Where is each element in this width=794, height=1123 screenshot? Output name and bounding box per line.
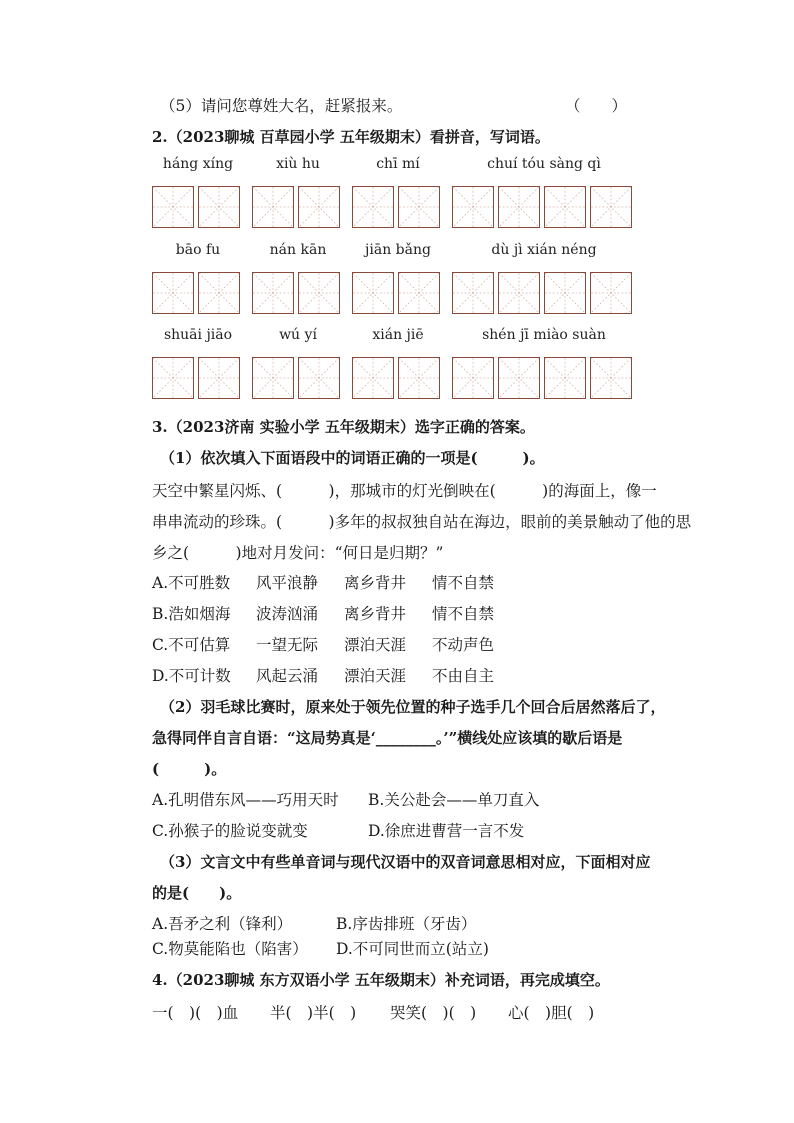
q3-sub1-option-word: 漂泊天涯 — [344, 667, 407, 685]
pinyin-label: xiù hu — [276, 156, 320, 172]
q3-sub1-option-word: 不动声色 — [432, 636, 495, 654]
writing-grid — [252, 186, 340, 228]
tianzige-cell[interactable] — [590, 357, 632, 399]
tianzige-cell[interactable] — [152, 186, 194, 228]
q3-sub2-stem-1: （2）羽毛球比赛时，原来处于领先位置的种子选手几个回合后居然落后了， — [160, 698, 666, 716]
writing-grid — [152, 186, 240, 228]
pinyin-label: chuí tóu sàng qì — [487, 156, 601, 172]
q3-sub1-option-word: 离乡背井 — [344, 574, 407, 592]
q1-item5-answer-blank[interactable]: （ ） — [565, 97, 628, 115]
q3-sub1-option-word: 风平浪静 — [256, 574, 319, 592]
q3-sub1-option-word: 情不自禁 — [432, 574, 495, 592]
q3-sub3-option-a[interactable]: A.吾矛之利（锋利） — [152, 915, 293, 933]
q3-sub1-option-label[interactable]: A.不可胜数 — [152, 574, 231, 592]
q4-title: 4.（2023聊城 东方双语小学 五年级期末）补充词语，再完成填空。 — [152, 971, 610, 989]
pinyin-label: dù jì xián néng — [491, 242, 597, 258]
tianzige-cell[interactable] — [544, 186, 586, 228]
tianzige-cell[interactable] — [298, 272, 340, 314]
q4-item-4[interactable]: 心( )胆( ) — [508, 1004, 595, 1022]
q2-title: 2.（2023聊城 百草园小学 五年级期末）看拼音，写词语。 — [152, 128, 550, 146]
writing-grid — [152, 357, 240, 399]
q4-item-1[interactable]: 一( )( )血 — [152, 1004, 239, 1022]
q3-sub1-option-word: 情不自禁 — [432, 605, 495, 623]
q3-sub3-option-c[interactable]: C.物莫能陷也（陷害） — [152, 940, 308, 958]
tianzige-cell[interactable] — [252, 357, 294, 399]
tianzige-cell[interactable] — [498, 272, 540, 314]
q1-item5: （5）请问您尊姓大名，赶紧报来。 — [160, 97, 403, 115]
pinyin-label: shén jī miào suàn — [482, 327, 606, 343]
q3-sub2-stem-2: 急得同伴自言自语：“这局势真是‘________。’”横线处应该填的歇后语是 — [152, 729, 623, 747]
pinyin-label: háng xíng — [162, 156, 234, 172]
q4-item-2[interactable]: 半( )半( ) — [270, 1004, 357, 1022]
q3-sub1-stem: （1）依次填入下面语段中的词语正确的一项是( )。 — [160, 449, 545, 467]
writing-grid — [352, 272, 440, 314]
q3-sub3-stem-2: 的是( )。 — [152, 884, 242, 902]
writing-grid — [452, 272, 632, 314]
tianzige-cell[interactable] — [498, 357, 540, 399]
tianzige-cell[interactable] — [252, 272, 294, 314]
tianzige-cell[interactable] — [544, 272, 586, 314]
q3-sub3-stem-1: （3）文言文中有些单音词与现代汉语中的双音词意思相对应，下面相对应 — [160, 853, 651, 871]
pinyin-label: shuāi jiāo — [163, 327, 233, 343]
tianzige-cell[interactable] — [152, 357, 194, 399]
writing-grid — [352, 357, 440, 399]
pinyin-label: wú yí — [279, 327, 317, 343]
tianzige-cell[interactable] — [198, 186, 240, 228]
tianzige-cell[interactable] — [452, 186, 494, 228]
pinyin-label: xián jiē — [372, 327, 424, 343]
tianzige-cell[interactable] — [398, 357, 440, 399]
tianzige-cell[interactable] — [352, 186, 394, 228]
tianzige-cell[interactable] — [590, 186, 632, 228]
writing-grid — [252, 272, 340, 314]
tianzige-cell[interactable] — [152, 272, 194, 314]
q3-sub2-stem-3: ( )。 — [152, 760, 227, 778]
q3-sub2-option-d[interactable]: D.徐庶进曹营一言不发 — [368, 822, 525, 840]
q3-sub1-option-word: 风起云涌 — [256, 667, 319, 685]
q3-passage-line-1: 天空中繁星闪烁、( )，那城市的灯光倒映在( )的海面上，像一 — [152, 482, 657, 500]
pinyin-label: chī mí — [376, 156, 420, 172]
writing-grid — [352, 186, 440, 228]
tianzige-cell[interactable] — [198, 357, 240, 399]
pinyin-label: nán kān — [269, 242, 327, 258]
tianzige-cell[interactable] — [198, 272, 240, 314]
q3-title: 3.（2023济南 实验小学 五年级期末）选字正确的答案。 — [152, 418, 535, 436]
tianzige-cell[interactable] — [590, 272, 632, 314]
tianzige-cell[interactable] — [452, 357, 494, 399]
pinyin-label: jiān bǎng — [365, 242, 431, 258]
tianzige-cell[interactable] — [252, 186, 294, 228]
q3-sub2-option-a[interactable]: A.孔明借东风——巧用天时 — [152, 791, 339, 809]
q3-sub3-option-d[interactable]: D.不可同世而立(站立) — [336, 940, 489, 958]
tianzige-cell[interactable] — [398, 186, 440, 228]
writing-grid — [452, 186, 632, 228]
q3-sub1-option-word: 波涛汹涌 — [256, 605, 319, 623]
q3-sub1-option-word: 离乡背井 — [344, 605, 407, 623]
q3-sub1-option-label[interactable]: C.不可估算 — [152, 636, 231, 654]
writing-grid — [452, 357, 632, 399]
tianzige-cell[interactable] — [498, 186, 540, 228]
q4-item-3[interactable]: 哭笑( )( ) — [390, 1004, 477, 1022]
writing-grid — [152, 272, 240, 314]
q3-sub1-option-label[interactable]: D.不可计数 — [152, 667, 231, 685]
q3-sub1-option-label[interactable]: B.浩如烟海 — [152, 605, 231, 623]
pinyin-label: bāo fu — [175, 242, 221, 258]
q3-sub2-option-b[interactable]: B.关公赴会——单刀直入 — [368, 791, 540, 809]
tianzige-cell[interactable] — [452, 272, 494, 314]
q3-passage-line-3: 乡之( )地对月发问：“何日是归期？” — [152, 544, 444, 562]
tianzige-cell[interactable] — [352, 272, 394, 314]
q3-sub1-option-word: 一望无际 — [256, 636, 319, 654]
writing-grid — [252, 357, 340, 399]
tianzige-cell[interactable] — [398, 272, 440, 314]
tianzige-cell[interactable] — [544, 357, 586, 399]
tianzige-cell[interactable] — [298, 186, 340, 228]
q3-sub2-option-c[interactable]: C.孙猴子的脸说变就变 — [152, 822, 308, 840]
q3-sub1-option-word: 不由自主 — [432, 667, 495, 685]
q3-sub3-option-b[interactable]: B.序齿排班（牙齿） — [336, 915, 477, 933]
q3-passage-line-2: 串串流动的珍珠。( )多年的叔叔独自站在海边，眼前的美景触动了他的思 — [152, 513, 692, 531]
q3-sub1-option-word: 漂泊天涯 — [344, 636, 407, 654]
tianzige-cell[interactable] — [352, 357, 394, 399]
tianzige-cell[interactable] — [298, 357, 340, 399]
